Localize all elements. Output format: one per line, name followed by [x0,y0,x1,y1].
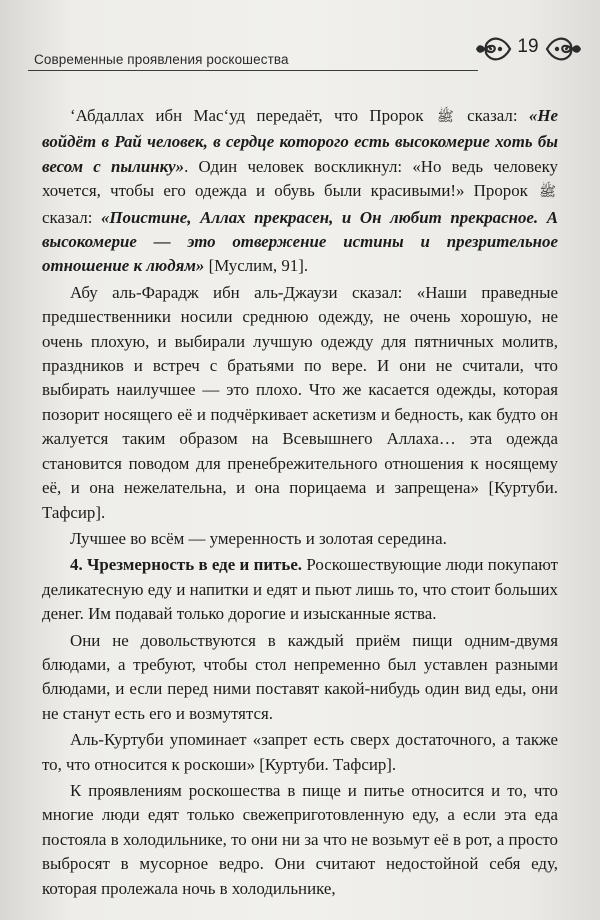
salawat-glyph: ﷺ [539,185,556,201]
salawat-glyph: ﷺ [436,110,454,125]
paragraph [42,553,558,626]
text-segment: [Муслим, 91]. [204,256,309,276]
text-segment: Аль-Куртуби упоминает «запрет есть сверх достаточного, а также то, что относится к роскоши» [Куртуби. Тафсир]. [42,730,558,774]
paragraph [42,104,558,279]
text-segment: ʻАбдаллах ибн Масʻуд передаёт, что Пророк [70,106,435,125]
body-text [42,104,558,901]
paragraph [42,281,558,525]
paragraph [42,527,558,551]
text-segment: Абу аль-Фарадж ибн аль-Джаузи сказал: «Наши праведные предшественники носили среднюю одежду, не очень хорошую, не очень плохую, и выбирали лучшую одежду для пятничных молитв, праздников и встреч с братьями по вере. И они не считали, что выбирать наилучшее — это плохо. Что же касается одежды, которая позорит носящего её и подчёркивает аскетизм и бедность, как будто он жалуется таким образом на Всевышнего Аллаха… эта одежда становится поводом для пренебрежительного отношения к носящему её, и она нежелательна, и она порицаема и запрещена» [Куртуби. Тафсир]. [42,282,558,522]
text-segment: сказал: [455,106,529,125]
running-title: Современные проявления роскошества [34,52,289,67]
page-header [18,30,586,74]
text-segment: Роскошествующие люди покупают деликатесную еду и напитки и едят и пьют лишь то, что стоит больших денег. Им подавай только дорогие и изысканные яства. [42,555,559,624]
left-ornament-icon [474,34,512,64]
text-segment: «Поистине, Аллах прекрасен, и Он любит прекрасное. А высокомерие — это отвержение истины и презрительное отношение к людям» [42,207,558,276]
text-segment: . Один человек воскликнул: «Но ведь человеку хочется, чтобы его одежда и обувь были красивыми!» Пророк [42,156,558,201]
paragraph [42,779,558,901]
text-segment: 4. Чрезмерность в еде и питье. [70,555,303,575]
text-segment: «Не войдёт в Рай человек, в сердце которого есть высокомерие хоть бы весом с пылинку» [42,106,558,176]
text-segment: сказал: [42,207,101,227]
text-segment: К проявлениям роскошества в пище и питье относится и то, что многие люди едят только свежеприготовленную еду, а если эта еда постояла в холодильнике, то они ни за что не возьмут её в рот, а просто выбросят в мусорное ведро. Они считают недостойной себя еду, которая пролежала ночь в холодильнике, [42,780,558,898]
text-segment: Они не довольствуются в каждый приём пищи одним-двумя блюдами, а требуют, чтобы стол непременно был уставлен разными блюдами, и если перед ними поставят какой-нибудь один вид еды, они не станут есть его и возмутятся. [42,630,558,723]
header-rule [28,70,478,71]
page-number: 19 [517,36,539,57]
right-ornament-icon [545,34,583,64]
paragraph [42,728,558,777]
text-segment: Лучшее во всём — умеренность и золотая середина. [70,528,447,548]
paragraph [42,629,558,727]
